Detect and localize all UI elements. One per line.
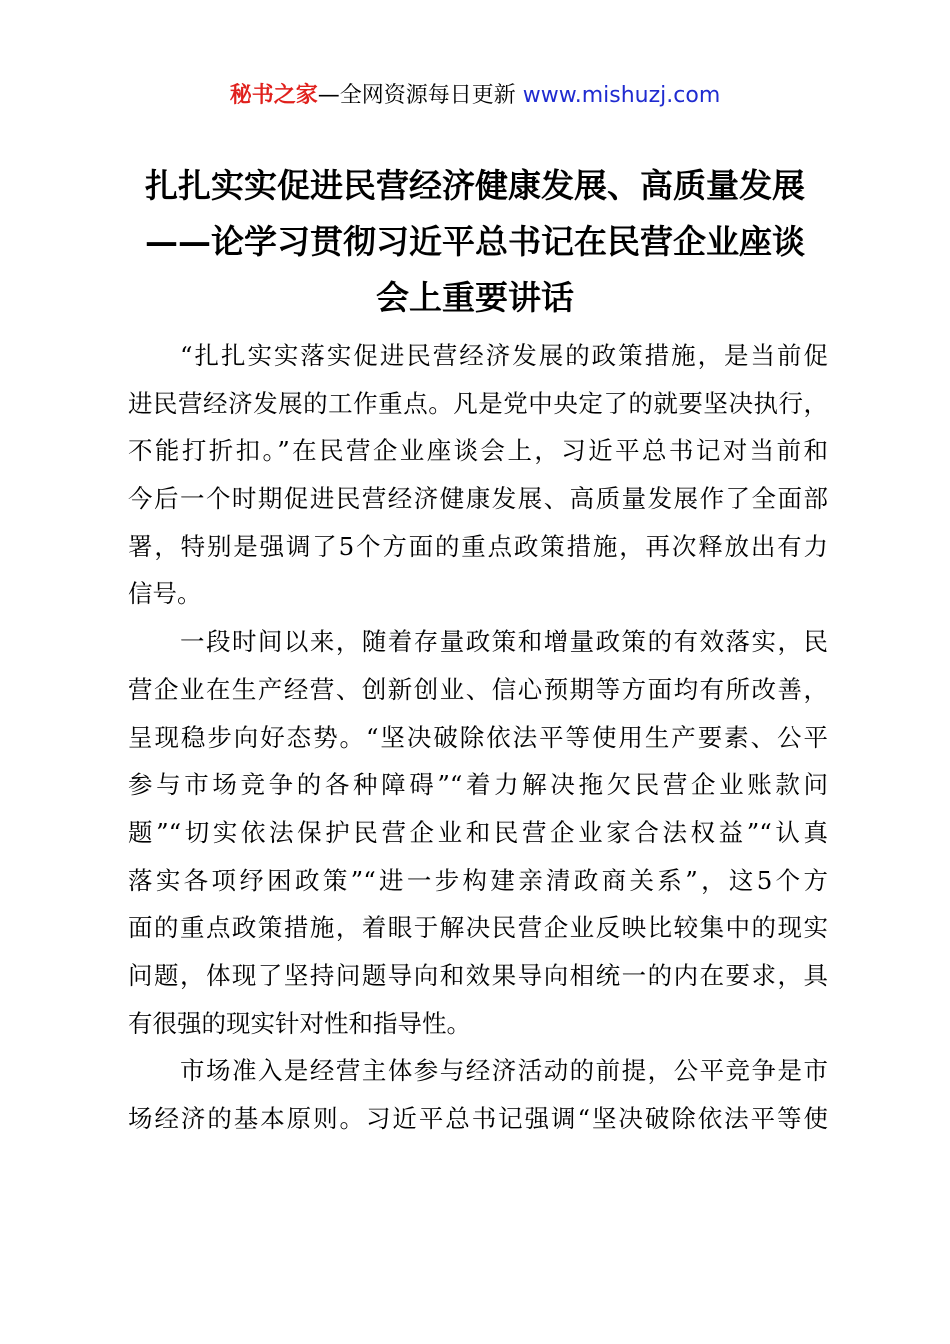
site-tagline: —全网资源每日更新: [317, 83, 523, 108]
paragraph: [128, 618, 848, 1047]
text-line: “扎扎实实落实促进民营经济发展的政策措施，是当前促: [180, 341, 828, 370]
text-line: 场经济的基本原则。习近平总书记强调“坚决破除依法平等使: [128, 1104, 828, 1133]
site-url-link[interactable]: www.mishuzj.com: [522, 83, 721, 108]
text-line: 信号。: [128, 579, 202, 609]
text-line: 署，特别是强调了5个方面的重点政策措施，再次释放出有力: [128, 531, 828, 561]
text-line: 营企业在生产经营、创新创业、信心预期等方面均有所改善，: [128, 674, 828, 704]
article-body: [128, 332, 848, 1143]
title-line: ——论学习贯彻习近平总书记在民营企业座谈: [145, 222, 805, 261]
text-line: 进民营经济发展的工作重点。凡是党中央定了的就要坚决执行，: [128, 388, 828, 418]
text-line: 有很强的现实针对性和指导性。: [128, 1008, 471, 1038]
paragraph: [128, 1047, 848, 1142]
text-line: 问题，体现了坚持问题导向和效果导向相统一的内在要求，具: [128, 960, 828, 990]
text-line: 题”“切实依法保护民营企业和民营企业家合法权益”“认真: [128, 817, 828, 847]
text-line: 参与市场竞争的各种障碍”“着力解决拖欠民营企业账款问: [128, 770, 828, 800]
title-line: 会上重要讲话: [376, 278, 574, 317]
text-line: 呈现稳步向好态势。“坚决破除依法平等使用生产要素、公平: [128, 722, 828, 752]
text-line: 不能打折扣。”在民营企业座谈会上，习近平总书记对当前和: [128, 436, 828, 466]
site-brand: 秘书之家: [229, 83, 318, 108]
paragraph: [128, 332, 848, 618]
text-line: 落实各项纾困政策”“进一步构建亲清政商关系”，这5个方: [128, 865, 828, 895]
text-line: 一段时间以来，随着存量政策和增量政策的有效落实，民: [180, 627, 828, 657]
text-line: 面的重点政策措施，着眼于解决民营企业反映比较集中的现实: [128, 913, 828, 943]
text-line: 市场准入是经营主体参与经济活动的前提，公平竞争是市: [180, 1056, 828, 1086]
article-title: [110, 158, 840, 326]
site-header: [0, 80, 950, 112]
text-line: 今后一个时期促进民营经济健康发展、高质量发展作了全面部: [128, 484, 828, 514]
title-line: 扎扎实实促进民营经济健康发展、高质量发展: [145, 166, 805, 205]
